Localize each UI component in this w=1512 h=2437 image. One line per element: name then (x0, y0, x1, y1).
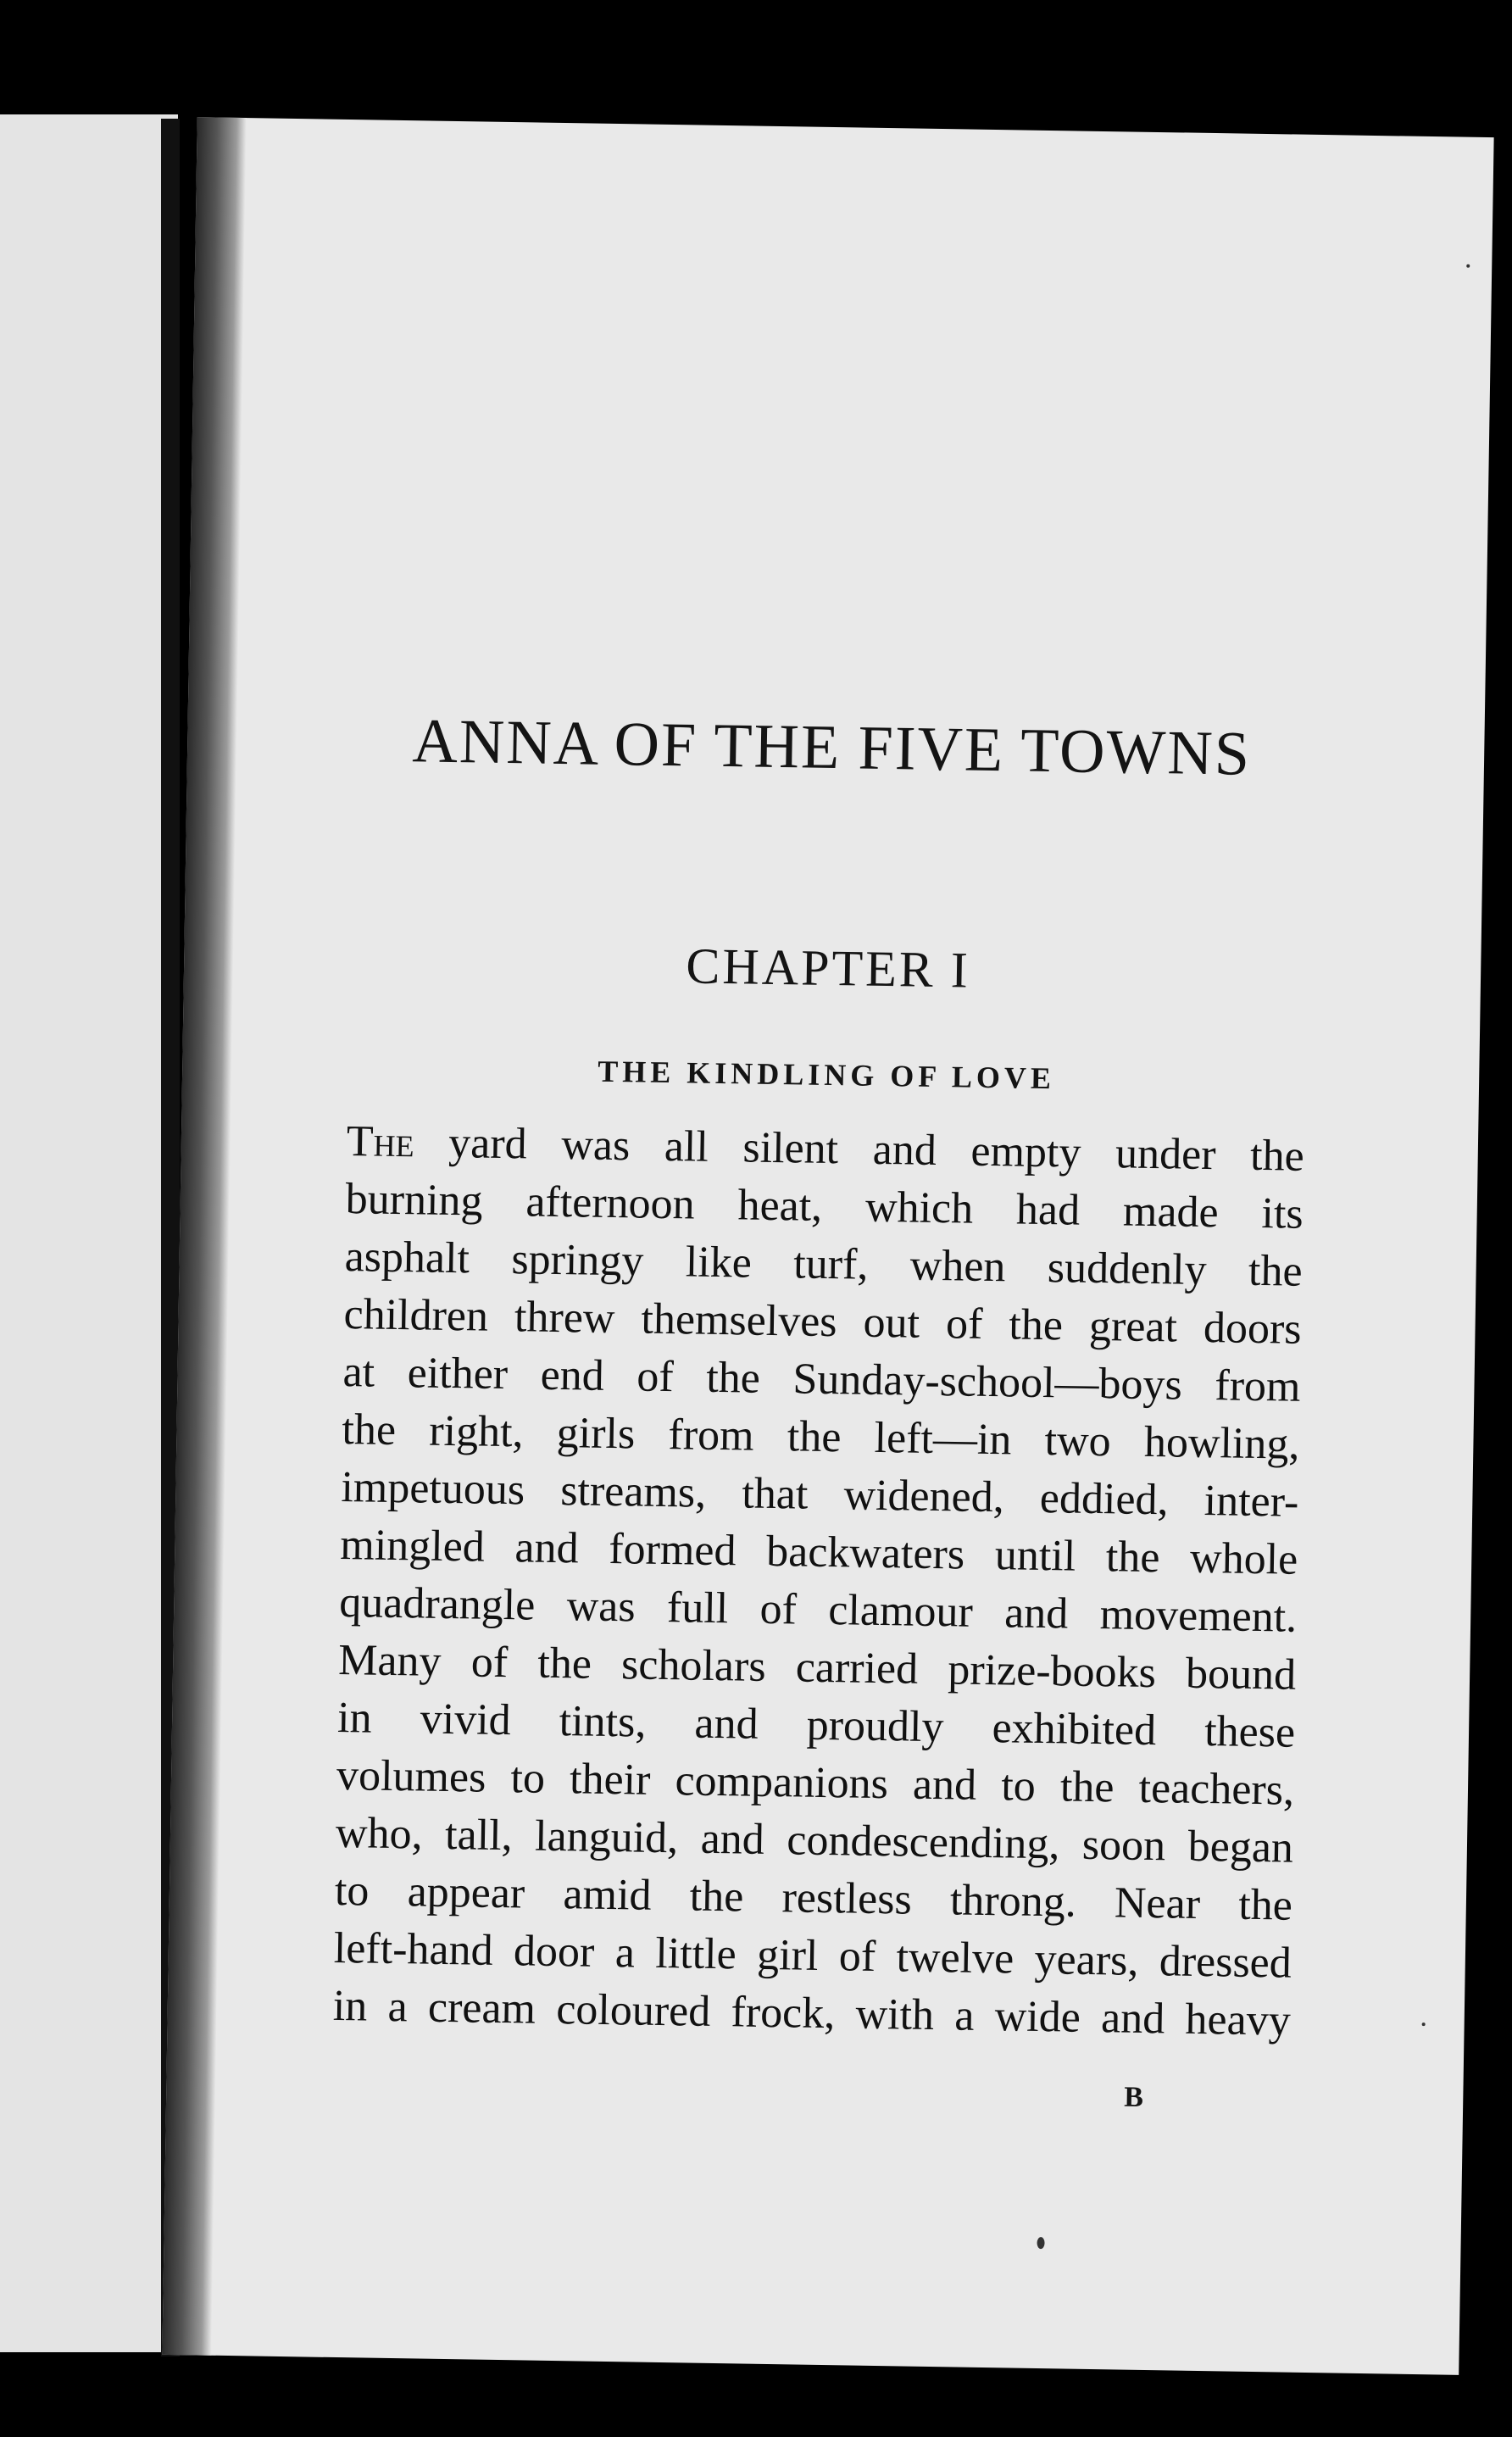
text-line: left-hand door a little girl of twelve years, dressed (333, 1923, 1292, 1988)
text-line: at either end of the Sunday-school—boys from (342, 1348, 1301, 1411)
drop-word: The (346, 1117, 415, 1167)
text-line: Many of the scholars carried prize-books bound (337, 1635, 1297, 1700)
chapter-heading: CHAPTER I (685, 938, 971, 999)
text-line: volumes to their companions and to the teachers, (336, 1750, 1295, 1815)
text-line: quadrangle was full of clamour and movement. (338, 1577, 1298, 1642)
book-page (162, 117, 1493, 2375)
facing-page-edge (0, 114, 178, 2352)
text-line: in vivid tints, and proudly exhibited these (336, 1693, 1296, 1757)
text-line: to appear amid the restless throng. Near the (334, 1866, 1293, 1930)
text-line: mingled and formed backwaters until the whole (339, 1521, 1298, 1584)
printer-signature-mark: B (1123, 2081, 1146, 2113)
print-speck (1422, 2022, 1426, 2026)
text-line: who, tall, languid, and condescending, soon began (335, 1808, 1294, 1872)
book-title: ANNA OF THE FIVE TOWNS (411, 706, 1252, 789)
text-line: burning afternoon heat, which had made its (345, 1175, 1304, 1238)
text-line: the right, girls from the left—in two howling, (342, 1405, 1300, 1469)
text-line: impetuous streams, that widened, eddied, inter- (341, 1463, 1299, 1527)
chapter-subtitle: THE KINDLING OF LOVE (598, 1054, 1056, 1096)
text-line: asphalt springy like turf, when suddenly the (344, 1232, 1304, 1296)
text-line: in a cream coloured frock, with a wide and heavy (332, 1981, 1292, 2045)
body-paragraph (332, 1113, 1304, 2050)
print-speck (1037, 2237, 1044, 2249)
text-line-content: yard was all silent and empty under the (414, 1118, 1305, 1181)
print-speck (1466, 264, 1470, 268)
text-line: children threw themselves out of the great doors (343, 1290, 1302, 1354)
